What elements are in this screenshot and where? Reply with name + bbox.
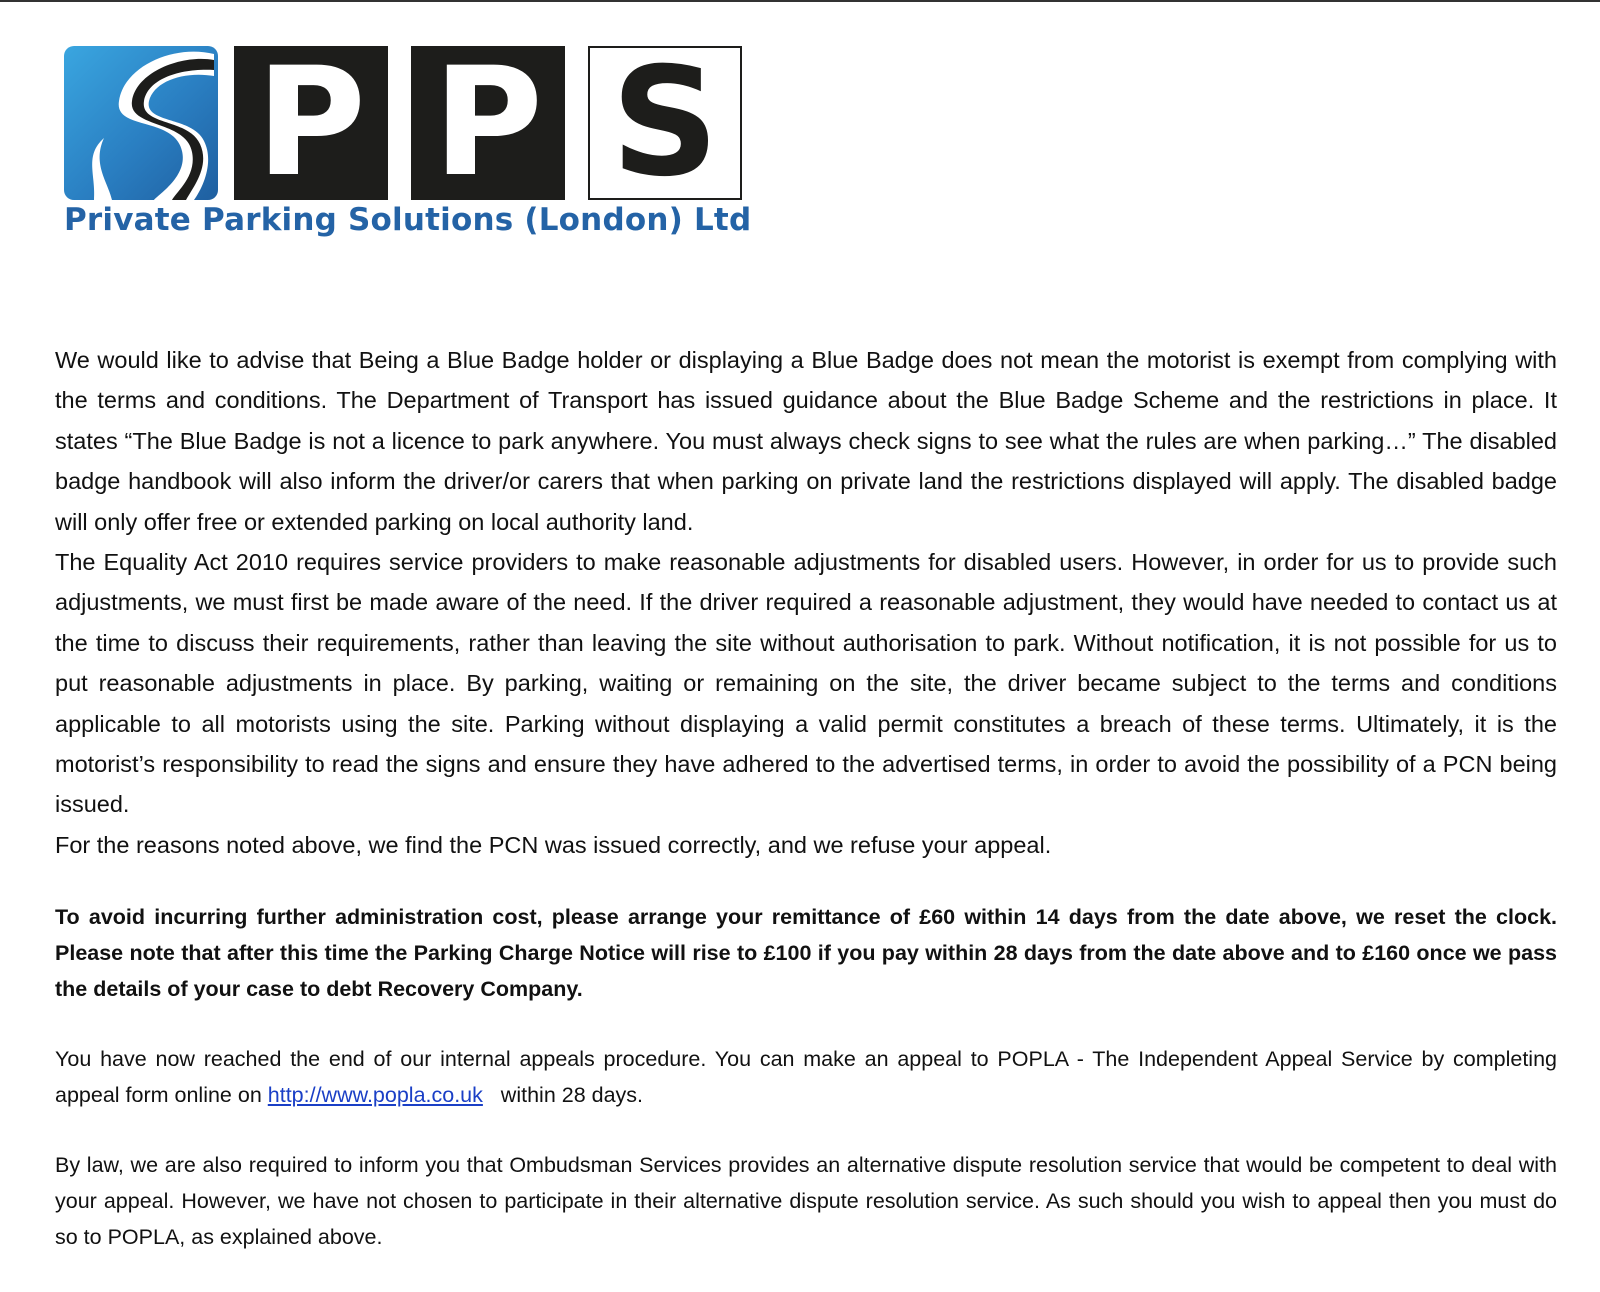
popla-text-before: You have now reached the end of our internal appeals procedure. You can make an appeal to POPLA - The Independent Appeal Service by completing appeal form online on <box>55 1047 1557 1108</box>
logo-letter: S <box>610 36 720 210</box>
logo-tile-s <box>588 36 742 210</box>
blue-badge-paragraph: We would like to advise that Being a Blue Badge holder or displaying a Blue Badge does not mean the motorist is exempt from complying with the terms and conditions. The Department of Transport has issued guidance about the Blue Badge Scheme and the restrictions in place. It states “The Blue Badge is not a licence to park anywhere. You must always check signs to see what the rules are when parking…” The disabled badge handbook will also inform the driver/or carers that when parking on private land the restrictions displayed will apply. The disabled badge will only offer free or extended parking on local authority land. <box>55 347 1557 535</box>
logo-tile-p <box>411 36 565 210</box>
top-border-line <box>0 0 1600 2</box>
ombudsman-paragraph: By law, we are also required to inform you that Ombudsman Services provides an alternative dispute resolution service that would be competent to deal with your appeal. However, we have not chosen to participate in their alternative dispute resolution service. As such should you wish to appeal then you must do so to POPLA, as explained above. <box>55 1153 1557 1250</box>
logo-letter: P <box>433 36 543 210</box>
popla-paragraph <box>55 1041 1557 1113</box>
payment-notice: To avoid incurring further administration cost, please arrange your remittance of £60 within 14 days from the date above, we reset the clock. Please note that after this time the Parking Charge Notice will rise to £100 if you pay within 28 days from the date above and to £160 once we pass the details of your case to debt Recovery Company. <box>55 905 1557 1002</box>
winding-road-icon <box>64 46 218 200</box>
popla-link[interactable]: http://www.popla.co.uk <box>267 1083 483 1108</box>
company-name: Private Parking Solutions (London) Ltd <box>64 202 752 238</box>
popla-text-after: within 28 days. <box>482 1083 644 1108</box>
decision-paragraph: For the reasons noted above, we find the PCN was issued correctly, and we refuse your appeal. <box>55 831 1052 858</box>
equality-act-paragraph: The Equality Act 2010 requires service providers to make reasonable adjustments for disabled users. However, in order for us to provide such adjustments, we must first be made aware of the need. If the driver required a reasonable adjustment, they would have needed to contact us at the time to discuss their requirements, rather than leaving the site without authorisation to park. Without notification, it is not possible for us to put reasonable adjustments in place. By parking, waiting or remaining on the site, the driver became subject to the terms and conditions applicable to all motorists using the site. Parking without displaying a valid permit constitutes a breach of these terms. Ultimately, it is the motorist’s responsibility to read the signs and ensure they have adhered to the advertised terms, in order to avoid the possibility of a PCN being issued. <box>55 549 1557 818</box>
letter-body <box>55 340 1557 1255</box>
company-logo <box>64 36 752 246</box>
logo-tile-p <box>234 36 388 210</box>
logo-letter: P <box>256 36 366 210</box>
